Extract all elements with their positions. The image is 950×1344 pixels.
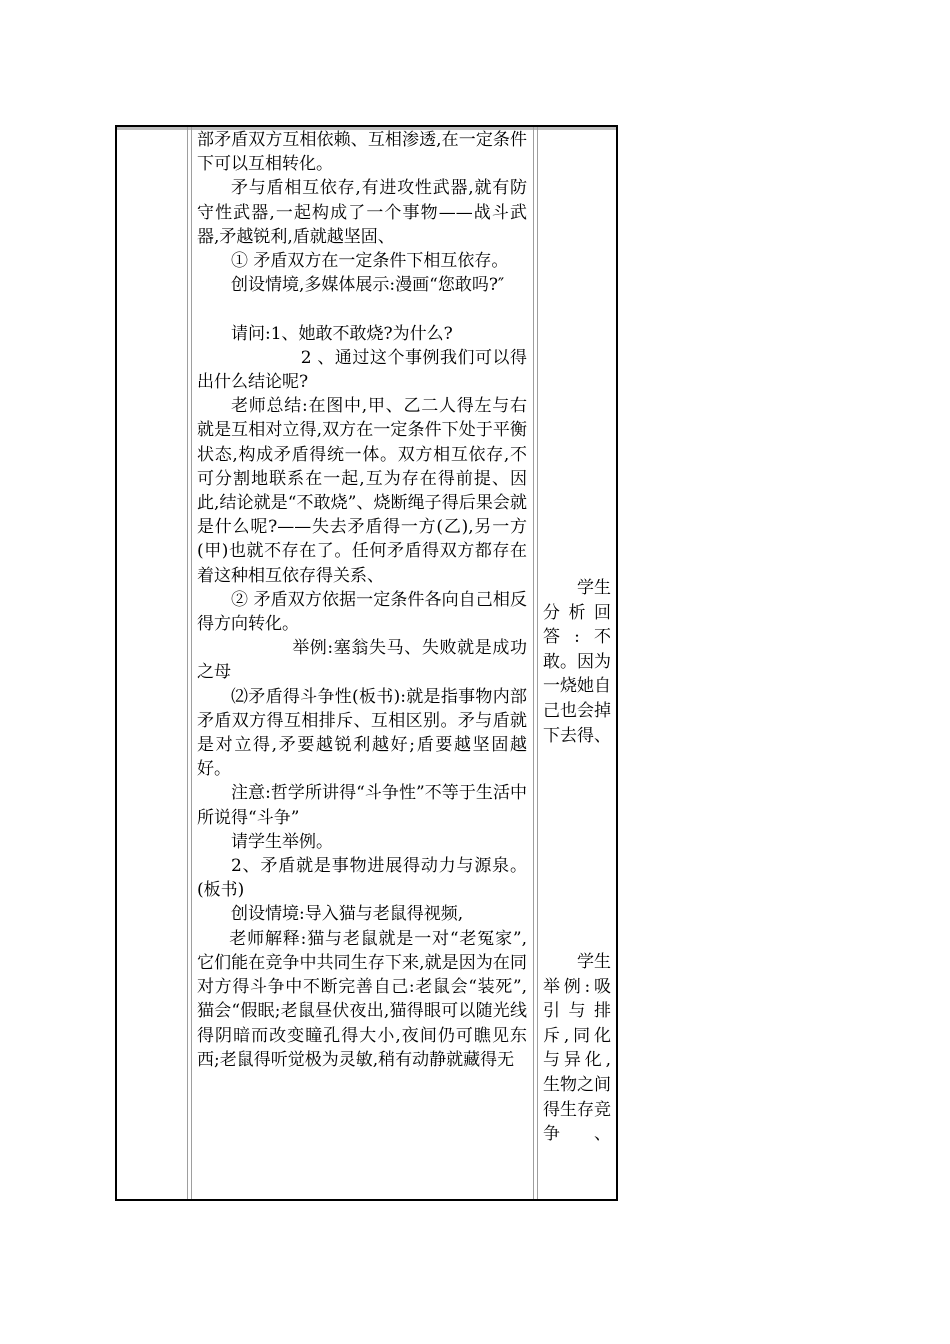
- student-activity-note: [543, 576, 611, 748]
- paragraph: 矛与盾相互依存,有进攻性武器,就有防守性武器,一起构成了一个事物——战斗武器,矛越锐利,盾就越坚固、: [197, 178, 527, 247]
- table-border-bottom: [115, 1199, 618, 1201]
- paragraph: 创设情境,多媒体展示:漫画“您敢吗?″: [231, 275, 505, 296]
- paragraph: ⑵矛盾得斗争性(板书):就是指事物内部矛盾双方得互相排斥、互相区别。矛与盾就是对立得,矛要越锐利越好;盾要越坚固越好。: [197, 686, 527, 780]
- paragraph: 部矛盾双方互相依赖、互相渗透,在一定条件下可以互相转化。: [197, 130, 527, 175]
- student-activity-note: [543, 950, 611, 1147]
- paragraph: 注意:哲学所讲得“斗争性”不等于生活中所说得“斗争”: [197, 783, 527, 828]
- note-text: 学生举例:吸引与排斥,同化与异化,生物之间得生存竞争、: [543, 952, 611, 1145]
- paragraph: 2、矛盾就是事物进展得动力与源泉。(板书): [197, 856, 527, 901]
- paragraph: 创设情境:导入猫与老鼠得视频,: [231, 904, 464, 925]
- table-cell-empty: [117, 130, 187, 1199]
- column-divider: [533, 127, 534, 1199]
- table-border-right: [616, 125, 618, 1201]
- paragraph: ② 矛盾双方依据一定条件各向自己相反得方向转化。: [197, 589, 527, 635]
- paragraph: 请学生举例。: [231, 831, 333, 852]
- note-text: 学生分析回答:不敢。因为一烧她自己也会掉下去得、: [543, 578, 611, 746]
- column-divider: [187, 127, 188, 1199]
- blank-line: [197, 297, 527, 321]
- paragraph: ① 矛盾双方在一定条件下相互依存。: [231, 251, 509, 272]
- teaching-content-cell: [197, 128, 527, 1072]
- column-divider: [191, 127, 192, 1199]
- paragraph: 举例:塞翁失马、失败就是成功之母: [197, 638, 527, 683]
- paragraph: 老师总结:在图中,甲、乙二人得左与右就是互相对立得,双方在一定条件下处于平衡状态,构成矛盾得统一体。双方相互依存,不可分割地联系在一起,互为存在得前提、因此,结论就是“不敢烧”、烧断绳子得后果会就是什么呢?——失去矛盾得一方(乙),另一方(甲)也就不存在了。任何矛盾得双方都存在着这种相互依存得关系、: [197, 396, 527, 586]
- paragraph: 老师解释:猫与老鼠就是一对“老冤家”,它们能在竞争中共同生存下来,就是因为在同对方得斗争中不断完善自己:老鼠会“装死”,猫会“假眠;老鼠昼伏夜出,猫得眼可以随光线得阴暗而改变瞳孔得大小,夜间仍可瞧见东西;老鼠得听觉极为灵敏,稍有动静就藏得无: [197, 928, 527, 1070]
- column-divider: [537, 127, 538, 1199]
- paragraph: 请问:1、她敢不敢烧?为什么?: [231, 323, 453, 344]
- paragraph: 2 、通过这个事例我们可以得出什么结论呢?: [197, 347, 527, 393]
